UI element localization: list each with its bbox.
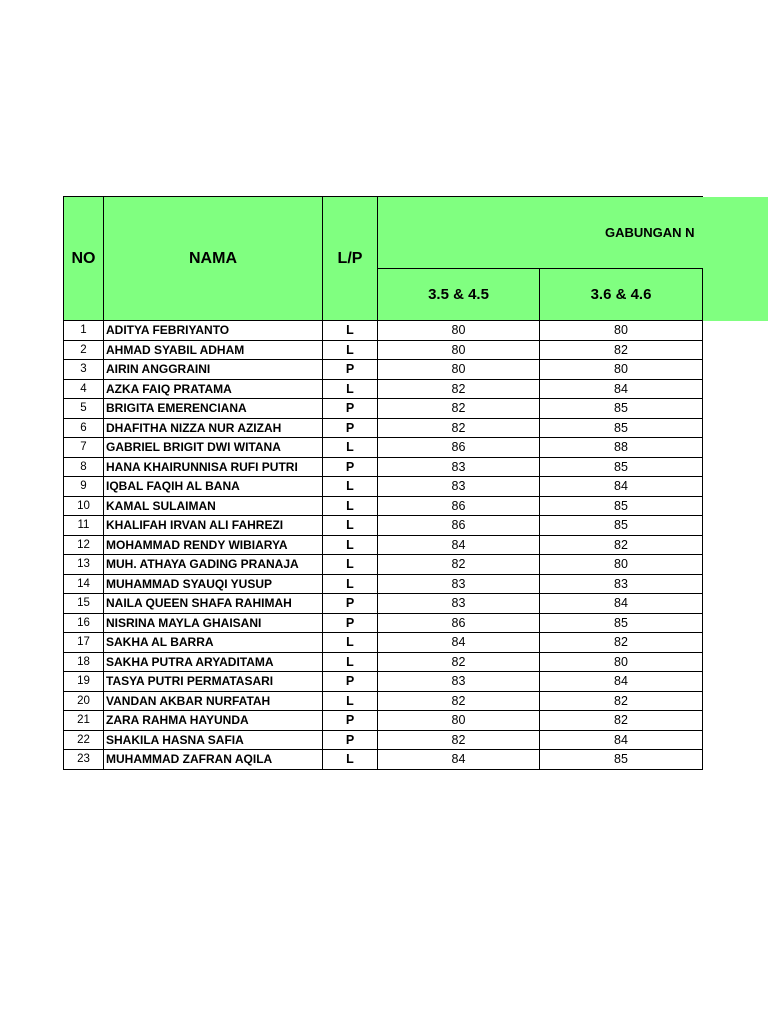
row-lp: L: [323, 340, 378, 360]
row-nama: SAKHA PUTRA ARYADITAMA: [104, 652, 323, 672]
row-nama: SHAKILA HASNA SAFIA: [104, 730, 323, 750]
row-value-3-5-4-5: 83: [378, 672, 540, 692]
row-value-3-5-4-5: 82: [378, 418, 540, 438]
row-value-3-5-4-5: 82: [378, 379, 540, 399]
row-value-3-5-4-5: 82: [378, 691, 540, 711]
row-value-3-5-4-5: 82: [378, 555, 540, 575]
table-row: [64, 457, 703, 477]
row-value-3-6-4-6: 84: [540, 379, 703, 399]
row-lp: P: [323, 457, 378, 477]
table-row: [64, 633, 703, 653]
row-nama: MOHAMMAD RENDY WIBIARYA: [104, 535, 323, 555]
row-lp: L: [323, 535, 378, 555]
row-value-3-5-4-5: 80: [378, 340, 540, 360]
row-lp: P: [323, 711, 378, 731]
row-value-3-6-4-6: 82: [540, 691, 703, 711]
table-row: [64, 360, 703, 380]
row-no: 1: [64, 321, 104, 341]
row-value-3-5-4-5: 86: [378, 613, 540, 633]
title-area: [0, 0, 702, 200]
row-value-3-5-4-5: 84: [378, 633, 540, 653]
row-nama: TASYA PUTRI PERMATASARI: [104, 672, 323, 692]
row-lp: L: [323, 652, 378, 672]
row-lp: L: [323, 379, 378, 399]
table-row: [64, 399, 703, 419]
row-value-3-6-4-6: 80: [540, 555, 703, 575]
row-no: 9: [64, 477, 104, 497]
table-row: [64, 379, 703, 399]
row-lp: L: [323, 633, 378, 653]
row-no: 16: [64, 613, 104, 633]
row-no: 7: [64, 438, 104, 458]
header-fill-overflow: [700, 197, 768, 321]
row-lp: P: [323, 418, 378, 438]
row-value-3-5-4-5: 83: [378, 594, 540, 614]
row-no: 23: [64, 750, 104, 770]
row-no: 4: [64, 379, 104, 399]
row-value-3-5-4-5: 82: [378, 730, 540, 750]
row-value-3-6-4-6: 85: [540, 399, 703, 419]
table-row: [64, 574, 703, 594]
row-nama: KAMAL SULAIMAN: [104, 496, 323, 516]
row-lp: P: [323, 399, 378, 419]
header-nama: NAMA: [104, 197, 323, 321]
row-lp: L: [323, 321, 378, 341]
table-row: [64, 594, 703, 614]
row-value-3-6-4-6: 82: [540, 535, 703, 555]
row-value-3-6-4-6: 82: [540, 633, 703, 653]
header-lp: L/P: [323, 197, 378, 321]
table-row: [64, 438, 703, 458]
row-no: 20: [64, 691, 104, 711]
table-row: [64, 535, 703, 555]
row-lp: P: [323, 594, 378, 614]
row-nama: IQBAL FAQIH AL BANA: [104, 477, 323, 497]
row-value-3-6-4-6: 84: [540, 477, 703, 497]
row-value-3-5-4-5: 86: [378, 438, 540, 458]
row-lp: L: [323, 750, 378, 770]
row-value-3-6-4-6: 84: [540, 672, 703, 692]
header-col-3-5-4-5: 3.5 & 4.5: [378, 269, 540, 321]
row-value-3-6-4-6: 88: [540, 438, 703, 458]
row-value-3-6-4-6: 85: [540, 750, 703, 770]
row-lp: L: [323, 691, 378, 711]
header-col-3-6-4-6: 3.6 & 4.6: [540, 269, 703, 321]
row-value-3-5-4-5: 83: [378, 477, 540, 497]
header-no: NO: [64, 197, 104, 321]
row-value-3-5-4-5: 82: [378, 399, 540, 419]
row-value-3-6-4-6: 82: [540, 340, 703, 360]
row-no: 18: [64, 652, 104, 672]
row-value-3-5-4-5: 84: [378, 535, 540, 555]
row-lp: P: [323, 672, 378, 692]
row-lp: L: [323, 496, 378, 516]
row-nama: SAKHA AL BARRA: [104, 633, 323, 653]
row-value-3-6-4-6: 85: [540, 613, 703, 633]
grades-table: [63, 196, 703, 770]
row-no: 13: [64, 555, 104, 575]
row-value-3-5-4-5: 82: [378, 652, 540, 672]
row-value-3-6-4-6: 80: [540, 321, 703, 341]
row-no: 3: [64, 360, 104, 380]
row-value-3-5-4-5: 80: [378, 711, 540, 731]
header-gabungan: GABUNGAN N: [378, 197, 703, 269]
row-nama: ADITYA FEBRIYANTO: [104, 321, 323, 341]
row-value-3-5-4-5: 86: [378, 496, 540, 516]
row-value-3-6-4-6: 84: [540, 730, 703, 750]
row-lp: L: [323, 438, 378, 458]
row-no: 19: [64, 672, 104, 692]
row-value-3-5-4-5: 86: [378, 516, 540, 536]
row-value-3-5-4-5: 80: [378, 360, 540, 380]
row-no: 21: [64, 711, 104, 731]
table-row: [64, 730, 703, 750]
table-row: [64, 418, 703, 438]
row-value-3-6-4-6: 85: [540, 496, 703, 516]
row-value-3-5-4-5: 80: [378, 321, 540, 341]
row-value-3-5-4-5: 83: [378, 457, 540, 477]
row-no: 2: [64, 340, 104, 360]
row-lp: L: [323, 477, 378, 497]
row-nama: MUHAMMAD SYAUQI YUSUP: [104, 574, 323, 594]
row-value-3-6-4-6: 80: [540, 360, 703, 380]
row-value-3-6-4-6: 83: [540, 574, 703, 594]
row-nama: GABRIEL BRIGIT DWI WITANA: [104, 438, 323, 458]
table-row: [64, 613, 703, 633]
row-nama: VANDAN AKBAR NURFATAH: [104, 691, 323, 711]
table-row: [64, 652, 703, 672]
row-value-3-6-4-6: 85: [540, 418, 703, 438]
row-lp: P: [323, 613, 378, 633]
table-row: [64, 555, 703, 575]
row-lp: L: [323, 574, 378, 594]
row-value-3-5-4-5: 83: [378, 574, 540, 594]
table-row: [64, 340, 703, 360]
table-row: [64, 516, 703, 536]
row-nama: AZKA FAIQ PRATAMA: [104, 379, 323, 399]
row-lp: L: [323, 516, 378, 536]
row-value-3-5-4-5: 84: [378, 750, 540, 770]
table-row: [64, 711, 703, 731]
row-value-3-6-4-6: 85: [540, 516, 703, 536]
row-no: 17: [64, 633, 104, 653]
row-nama: HANA KHAIRUNNISA RUFI PUTRI: [104, 457, 323, 477]
row-nama: KHALIFAH IRVAN ALI FAHREZI: [104, 516, 323, 536]
row-nama: AIRIN ANGGRAINI: [104, 360, 323, 380]
row-no: 15: [64, 594, 104, 614]
row-no: 22: [64, 730, 104, 750]
row-nama: NISRINA MAYLA GHAISANI: [104, 613, 323, 633]
row-no: 11: [64, 516, 104, 536]
row-value-3-6-4-6: 82: [540, 711, 703, 731]
row-no: 6: [64, 418, 104, 438]
table-row: [64, 672, 703, 692]
row-value-3-6-4-6: 80: [540, 652, 703, 672]
row-nama: MUH. ATHAYA GADING PRANAJA: [104, 555, 323, 575]
row-nama: MUHAMMAD ZAFRAN AQILA: [104, 750, 323, 770]
row-lp: P: [323, 360, 378, 380]
table-row: [64, 477, 703, 497]
row-no: 12: [64, 535, 104, 555]
row-no: 10: [64, 496, 104, 516]
row-lp: P: [323, 730, 378, 750]
row-nama: AHMAD SYABIL ADHAM: [104, 340, 323, 360]
table-row: [64, 496, 703, 516]
row-no: 14: [64, 574, 104, 594]
table-row: [64, 691, 703, 711]
row-nama: ZARA RAHMA HAYUNDA: [104, 711, 323, 731]
table-row: [64, 321, 703, 341]
row-lp: L: [323, 555, 378, 575]
row-no: 8: [64, 457, 104, 477]
row-nama: NAILA QUEEN SHAFA RAHIMAH: [104, 594, 323, 614]
row-nama: DHAFITHA NIZZA NUR AZIZAH: [104, 418, 323, 438]
table-row: [64, 750, 703, 770]
row-nama: BRIGITA EMERENCIANA: [104, 399, 323, 419]
row-no: 5: [64, 399, 104, 419]
row-value-3-6-4-6: 84: [540, 594, 703, 614]
row-value-3-6-4-6: 85: [540, 457, 703, 477]
